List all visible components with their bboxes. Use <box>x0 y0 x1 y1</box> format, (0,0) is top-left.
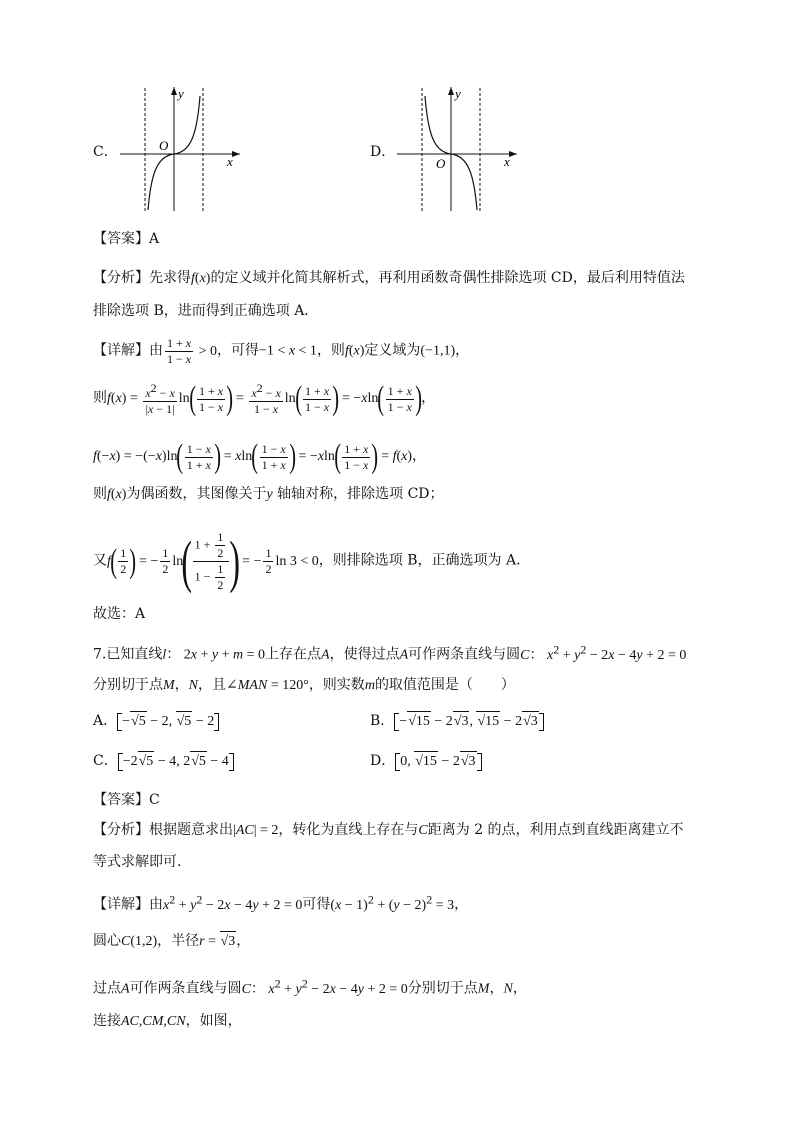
graph-c-x-arrow <box>232 151 240 157</box>
q7-option-d: D． 0, √15 − 2√3 <box>370 751 482 772</box>
q6-choose: 故选：A <box>93 606 146 622</box>
graph-d-y-arrow <box>448 87 454 95</box>
option-c-label: C． <box>93 144 118 160</box>
q7-stem-line1: 7.已知直线l： 2x + y + m = 0上存在点A，使得过点A可作两条直线与圆C： $x^2 + y^2 - 2x - 4y + 2 = 0$ <box>93 642 687 663</box>
graph-d-x-label: x <box>504 154 510 169</box>
q6-detail-line3: f(−x) = −(−x)ln ( $\frac{1 - x}{1 + x}$ ) = xln ( $\frac{1 - x}{1 + x}$ ) = −xln ( $\frac{1 + x}{1 - x}$ ) = f(x)， <box>93 438 427 475</box>
graph-d-origin: O <box>436 156 446 171</box>
q6-detail-line5: 又f ( $\frac{1}{2}$ ) = − $\frac{1}{2}$ ln ( 1 + $\frac{1}{2}$ 1 − $\frac{1}{2}$ ) = − $\frac{1}{2}$ ln 3 < 0，则排除选项 B，正确选项为 A. <box>93 528 521 594</box>
graph-c-y-arrow <box>171 87 177 95</box>
q6-detail-line1: 【详解】由 $\frac{1 + x}{1 - x}$ > 0，可得−1 < x < 1，则f(x)定义域为(−1,1)， <box>93 336 470 366</box>
q7-analysis-line1: 【分析】根据题意求出|AC| = 2，转化为直线上存在与C距离为 2 的点，利用点到直线距离建立不 <box>93 822 684 838</box>
q7-option-b: B． −√15 − 2√3, √15 − 2√3 <box>370 711 544 732</box>
q7-detail-line2: 圆心C(1,2)，半径r = √3， <box>93 931 250 952</box>
graph-c-x-label: x <box>227 154 233 169</box>
graph-d <box>392 84 522 214</box>
q7-detail-line4: 连接AC,CM,CN，如图， <box>93 1013 242 1029</box>
graph-d-y-label: y <box>455 86 461 101</box>
q6-detail-line2: 则f(x) = $\frac{x^2 - x}{|x - 1|}$ ln ( $\frac{1 + x}{1 - x}$ ) = $\frac{x^2 - x}{1 - x}$ ln ( $\frac{1 + x}{1 - x}$ ) = −xln ( $\frac{1 + x}{1 - x}$ ) ， <box>93 380 436 417</box>
q7-detail-line3: 过点A可作两条直线与圆C： $x^2 + y^2 - 2x - 4y + 2 = 0$分别切于点M，N， <box>93 976 527 997</box>
option-d-label: D． <box>370 144 396 160</box>
graph-d-x-arrow <box>509 151 517 157</box>
q7-option-a: A． −√5 − 2, √5 − 2 <box>93 711 219 732</box>
q7-stem-line2: 分别切于点M，N，且∠MAN = 120°，则实数m的取值范围是（ ） <box>93 677 515 693</box>
q7-option-c: C． −2√5 − 4, 2√5 − 4 <box>93 751 234 772</box>
q7-detail-line1: 【详解】由$x^2 + y^2 - 2x - 4y + 2 = 0$可得$(x - 1)^2 + (y - 2)^2 = 3$， <box>93 892 469 913</box>
q6-analysis-line1: 【分析】先求得f(x)的定义域并化简其解析式，再利用函数奇偶性排除选项 CD，最后利用特值法 <box>93 270 685 286</box>
q6-detail-line4: 则f(x)为偶函数，其图像关于y 轴轴对称，排除选项 CD； <box>93 486 444 502</box>
graph-c-y-label: y <box>178 86 184 101</box>
q6-analysis-line2: 排除选项 B，进而得到正确选项 A. <box>93 303 309 319</box>
q6-answer: 【答案】A <box>93 231 160 247</box>
graph-c-origin: O <box>159 138 169 153</box>
q7-analysis-line2: 等式求解即可. <box>93 854 182 870</box>
q7-answer: 【答案】C <box>93 792 160 808</box>
graph-c <box>115 84 245 214</box>
